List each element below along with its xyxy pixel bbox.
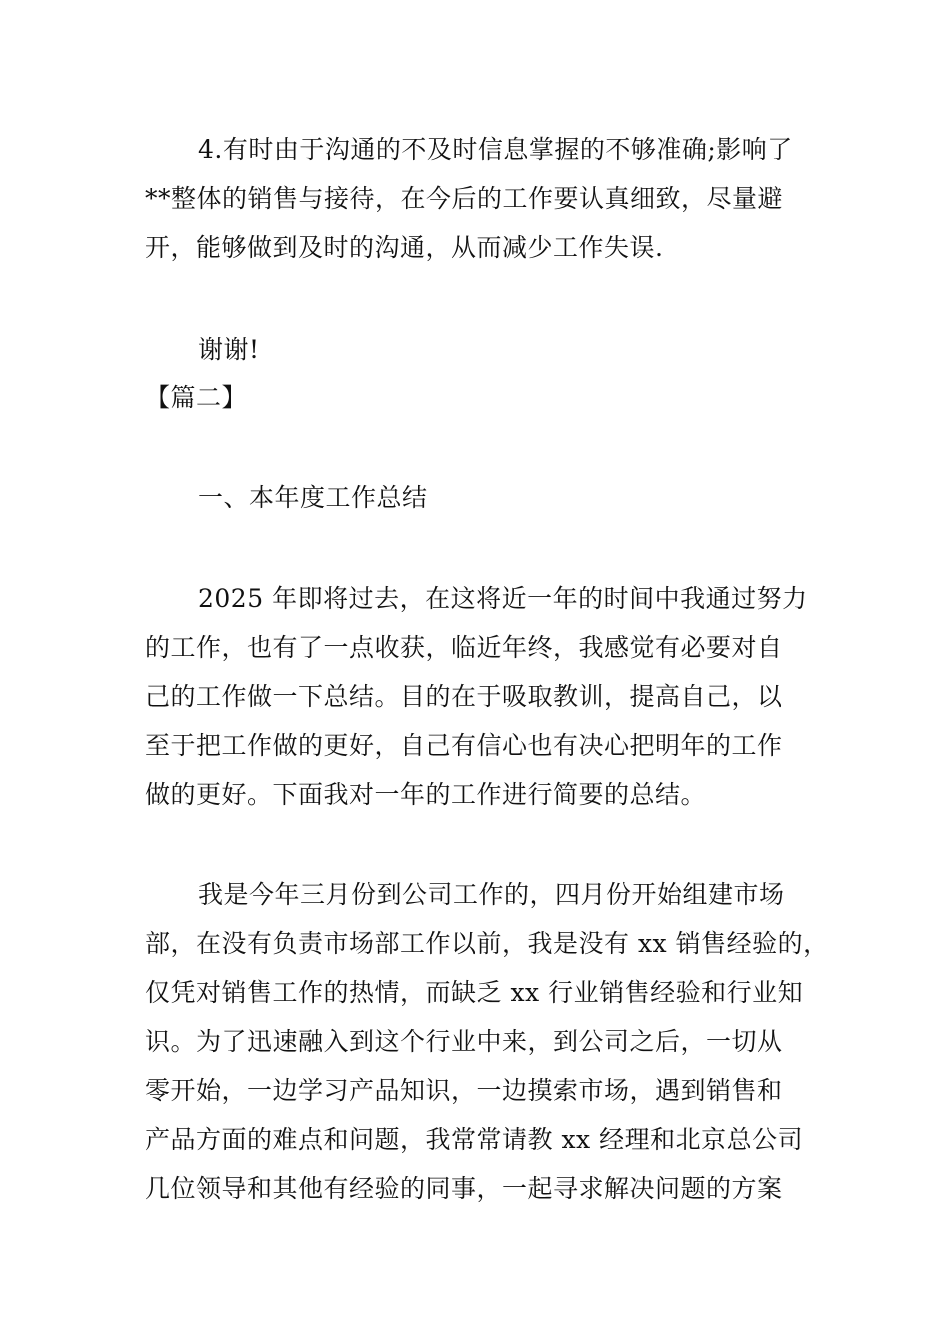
para3-line-7: 几位领导和其他有经验的同事，一起寻求解决问题的方案 bbox=[145, 1174, 783, 1203]
para1-line-1: 4.有时由于沟通的不及时信息掌握的不够准确;影响了 bbox=[198, 135, 793, 164]
para2-line-1: 2025 年即将过去，在这将近一年的时间中我通过努力 bbox=[198, 584, 808, 613]
para2-line-5: 做的更好。下面我对一年的工作进行简要的总结。 bbox=[145, 780, 707, 809]
para3-line-6: 产品方面的难点和问题，我常常请教 xx 经理和北京总公司 bbox=[145, 1125, 804, 1154]
para2-line-4: 至于把工作做的更好，自己有信心也有决心把明年的工作 bbox=[145, 731, 783, 760]
section-heading: 一、本年度工作总结 bbox=[198, 483, 428, 512]
para3-line-3: 仅凭对销售工作的热情，而缺乏 xx 行业销售经验和行业知 bbox=[145, 978, 804, 1007]
para3-line-1: 我是今年三月份到公司工作的，四月份开始组建市场 bbox=[198, 880, 785, 909]
para1-line-2: **整体的销售与接待，在今后的工作要认真细致，尽量避 bbox=[145, 184, 784, 213]
para2-line-3: 己的工作做一下总结。目的在于吸取教训，提高自己，以 bbox=[145, 682, 783, 711]
thanks-text: 谢谢! bbox=[198, 335, 260, 364]
para3-line-5: 零开始，一边学习产品知识，一边摸索市场，遇到销售和 bbox=[145, 1076, 783, 1105]
para1-line-3: 开，能够做到及时的沟通，从而减少工作失误. bbox=[145, 233, 664, 262]
para2-line-2: 的工作，也有了一点收获，临近年终，我感觉有必要对自 bbox=[145, 633, 783, 662]
para3-line-2: 部，在没有负责市场部工作以前，我是没有 xx 销售经验的， bbox=[145, 929, 829, 958]
para3-line-4: 识。为了迅速融入到这个行业中来，到公司之后，一切从 bbox=[145, 1027, 783, 1056]
section-label: 【篇二】 bbox=[145, 383, 248, 412]
